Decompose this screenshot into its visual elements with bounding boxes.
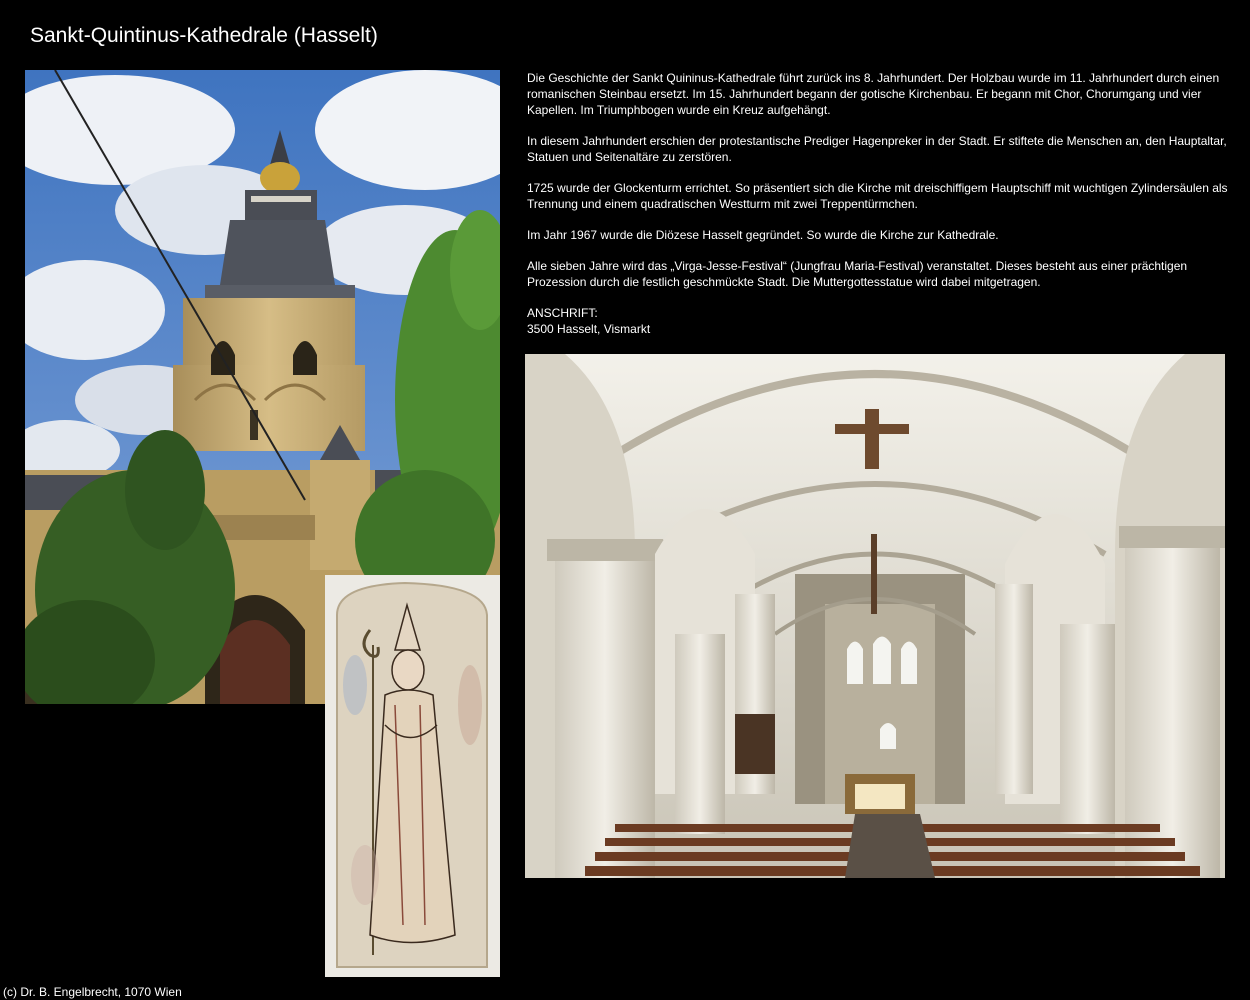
address-label: ANSCHRIFT: bbox=[527, 306, 598, 320]
description-text bbox=[527, 70, 1237, 337]
reformation-paragraph: In diesem Jahrhundert erschien der protestantische Prediger Hagenpreker in der Stadt. Er stiftete die Menschen an, den Hauptaltar, Statuen und Seitenaltäre zu zerstören. bbox=[527, 134, 1227, 164]
diocese-paragraph: Im Jahr 1967 wurde die Diözese Hasselt gegründet. So wurde die Kirche zur Kathedrale. bbox=[527, 228, 999, 242]
history-paragraph: Die Geschichte der Sankt Quininus-Kathedrale führt zurück ins 8. Jahrhundert. Der Holzbau wurde im 11. Jahrhundert durch einen romanischen Steinbau ersetzt. Im 15. Jahrhundert begann der gotische Kirchenbau. Er begann mit Chor, Chorumgang und vier Kapellen. Im Triumphbogen wurde ein Kreuz aufgehängt. bbox=[527, 71, 1220, 117]
copyright-footer: (c) Dr. B. Engelbrecht, 1070 Wien bbox=[3, 985, 182, 999]
fresco-photo bbox=[325, 575, 500, 977]
bell-tower-paragraph: 1725 wurde der Glockenturm errichtet. So präsentiert sich die Kirche mit dreischiffigem Hauptschiff mit wuchtigen Zylindersäulen als Trennung und einem quadratischen Westturm mit zwei Treppentürmchen. bbox=[527, 181, 1228, 211]
address-value: 3500 Hasselt, Vismarkt bbox=[527, 322, 651, 336]
page-title: Sankt-Quintinus-Kathedrale (Hasselt) bbox=[30, 24, 378, 47]
cathedral-interior-photo bbox=[525, 354, 1225, 878]
festival-paragraph: Alle sieben Jahre wird das „Virga-Jesse-Festival“ (Jungfrau Maria-Festival) veranstaltet. Dieses besteht aus einer prächtigen Prozession durch die festlich geschmückte Stadt. Die Muttergottesstatue wird dabei mitgetragen. bbox=[527, 259, 1188, 289]
